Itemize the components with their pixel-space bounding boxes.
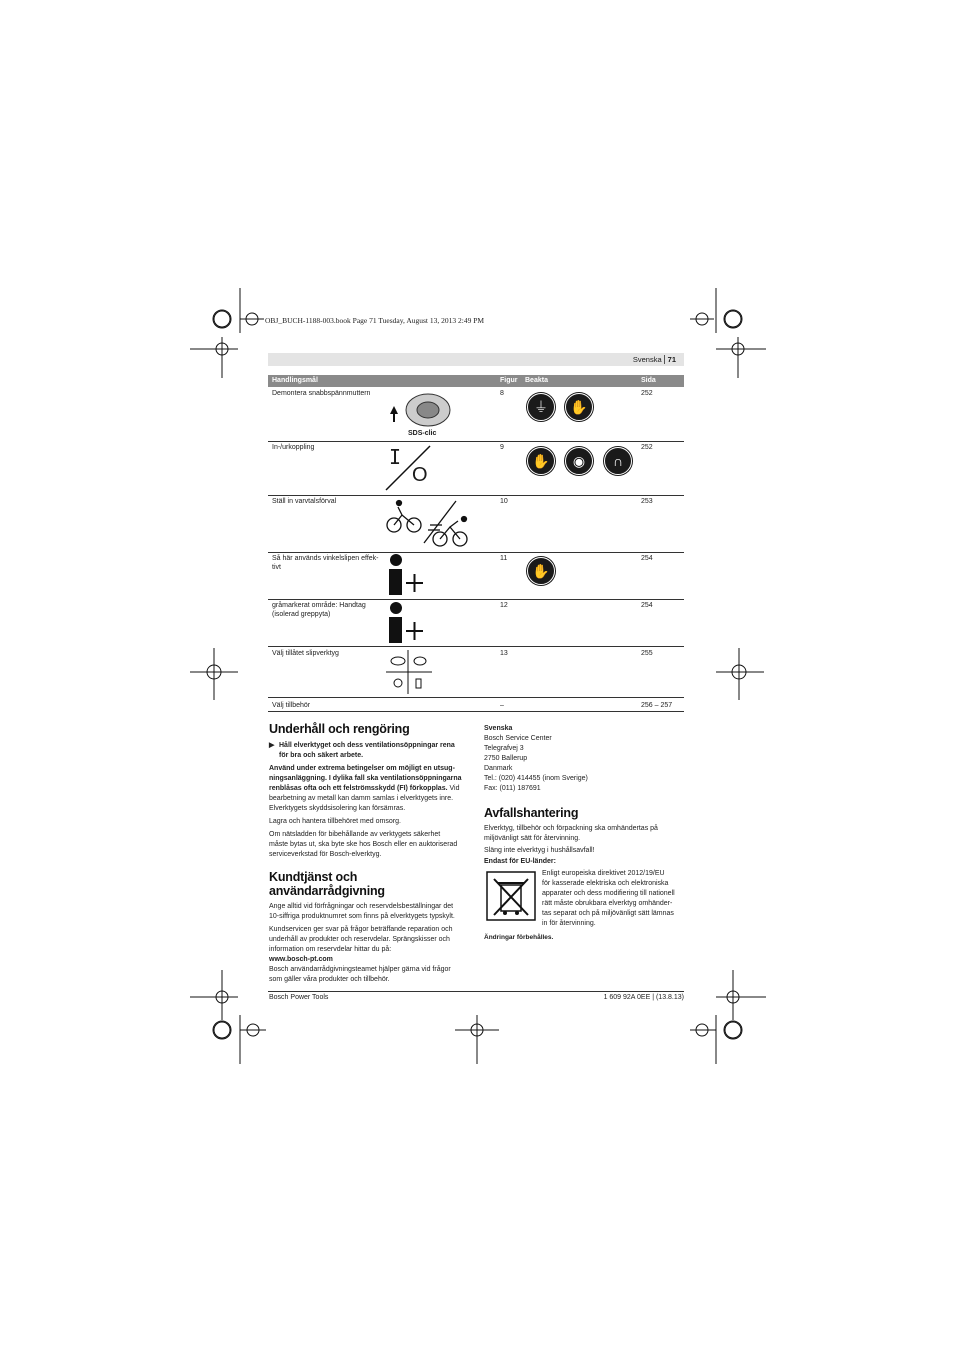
col-note: Beakta [525, 377, 548, 384]
table-row-figure: – [500, 702, 504, 709]
section-heading-maintenance: Underhåll och rengöring [269, 722, 410, 736]
table-row-label: Demontera snabbspännmuttern [272, 390, 371, 397]
changes-reserved: Ändringar förbehålles. [484, 934, 554, 941]
left-column [269, 722, 469, 985]
maintenance-bullet: ▶ Håll elverktyget och dess ventilationsöppningar rena för bra och säkert arbete. [269, 742, 455, 759]
footer-brand: Bosch Power Tools [269, 994, 329, 1001]
page-number: 71 [664, 355, 676, 364]
storage-paragraph: Lagra och hantera tillbehöret med omsorg. [269, 818, 401, 825]
col-page: Sida [641, 377, 656, 384]
grinding-tools-icon [386, 650, 436, 694]
row-divider [268, 441, 684, 442]
table-row-label: Ställ in varvtalsförval [272, 498, 337, 505]
table-row-page: 254 [641, 555, 653, 562]
weee-bin-icon [486, 871, 536, 921]
service-info-paragraph: Kundservicen ger svar på frågor beträffande reparation och underhåll av produkter och reservdelar. Sprängskisser och information om reservdelar hittar du på: www.bosch-pt.com Bosch användarrådgivningsteamet hjälper gärna vid frågor som gäller våra produkter och tillbehör. [269, 925, 469, 985]
table-row-page: 252 [641, 390, 653, 397]
row-divider [268, 711, 684, 712]
header-language: Svenska 71 [632, 355, 676, 364]
table-row-page: 255 [641, 650, 653, 657]
disposal-paragraph: Elverktyg, tillbehör och förpackning ska omhändertas på miljövänligt sätt för återvinning. [484, 825, 658, 842]
goggles-icon: ◉ [564, 446, 594, 476]
section-heading-service: Kundtjänst och användarrådgivning [269, 870, 385, 898]
footer-divider [268, 991, 684, 992]
row-divider [268, 495, 684, 496]
speed-preselection-icon [384, 497, 474, 549]
ear-protection-icon: ∩ [603, 446, 633, 476]
table-row-page: 254 [641, 602, 653, 609]
table-row-label: Så här används vinkelslipen effek- tivt [272, 555, 379, 571]
bullet-arrow-icon: ▶ [269, 742, 275, 749]
off-symbol: O [412, 464, 428, 486]
household-warning: Släng inte elverktyg i hushållsavfall! [484, 847, 595, 854]
table-row-figure: 8 [500, 390, 504, 397]
gloves-icon: ✋ [526, 556, 556, 586]
bosch-url-link[interactable]: www.bosch-pt.com [269, 956, 333, 963]
eu-only-label: Endast för EU-länder: [484, 858, 556, 865]
row-divider [268, 552, 684, 553]
weee-block [484, 869, 684, 925]
row-divider [268, 646, 684, 647]
sds-clic-label: SDS-clic [408, 430, 437, 437]
table-row-page: 253 [641, 498, 653, 505]
table-row-figure: 13 [500, 650, 508, 657]
gloves-icon: ✋ [564, 392, 594, 422]
table-row-page: 252 [641, 444, 653, 451]
table-row-label: In-/urkoppling [272, 444, 315, 451]
row-divider [268, 599, 684, 600]
service-paragraph: Ange alltid vid förfrågningar och reservdelsbeställningar det 10-siffriga produktnumret som finns på elverktygets typskylt. [269, 903, 455, 920]
table-row-figure: 11 [500, 555, 508, 562]
table-header [268, 375, 684, 387]
table-row-label: Välj tillåtet slipverktyg [272, 650, 339, 657]
info-plus-icon [386, 602, 426, 644]
page-header [268, 353, 684, 366]
table-row-figure: 9 [500, 444, 504, 451]
section-heading-disposal: Avfallshantering [484, 806, 579, 820]
info-plus-icon [386, 554, 426, 596]
country-label: Svenska [484, 725, 513, 732]
book-file-line: OBJ_BUCH-1188-003.book Page 71 Tuesday, August 13, 2013 2:49 PM [265, 316, 485, 325]
on-symbol: I [389, 445, 402, 469]
weee-text: Enligt europeiska direktivet 2012/19/EU för kasserade elektriska och elektroniska apparater och dess modifiering till nationell rätt måste obrukbara elverktyg omhänder- tas separat och på miljövänligt sätt lämnas in för återvinning. [542, 870, 675, 927]
unplug-icon: ⏚ [526, 392, 556, 422]
gloves-icon: ✋ [526, 446, 556, 476]
table-row-label: Välj tillbehör [272, 702, 311, 709]
table-row-figure: 12 [500, 602, 508, 609]
cord-paragraph: Om nätsladden för bibehållande av verktygets säkerhet måste bytas ut, ska byte ske hos Bosch eller en auktoriserad serviceverkstad för Bosch-elverktyg. [269, 831, 458, 858]
col-figure: Figur [500, 377, 518, 384]
right-column [484, 724, 684, 943]
maintenance-paragraph: Använd under extrema betingelser om möjligt en utsug- ningsanläggning. I dylika fall ska ventilationsöppningarna renblåsas ofta och ett felströmsskydd (FI) förkopplas. Vid bearbetning av metall kan damm samlas i elverktygets inre. Elverktygets skyddsisolering kan försämras. [269, 765, 462, 812]
row-divider [268, 697, 684, 698]
table-row-label: gråmarkerat område: Handtag (isolerad greppyta) [272, 602, 366, 618]
table-row-figure: 10 [500, 498, 508, 505]
footer-docnum: 1 609 92A 0EE | (13.8.13) [603, 994, 684, 1001]
address-block: Bosch Service Center Telegrafvej 3 2750 Ballerup Danmark Tel.: (020) 414455 (inom Sverige) Fax: (011) 187691 [484, 735, 588, 792]
table-row-page: 256 – 257 [641, 702, 673, 709]
col-action: Handlingsmål [272, 377, 318, 384]
